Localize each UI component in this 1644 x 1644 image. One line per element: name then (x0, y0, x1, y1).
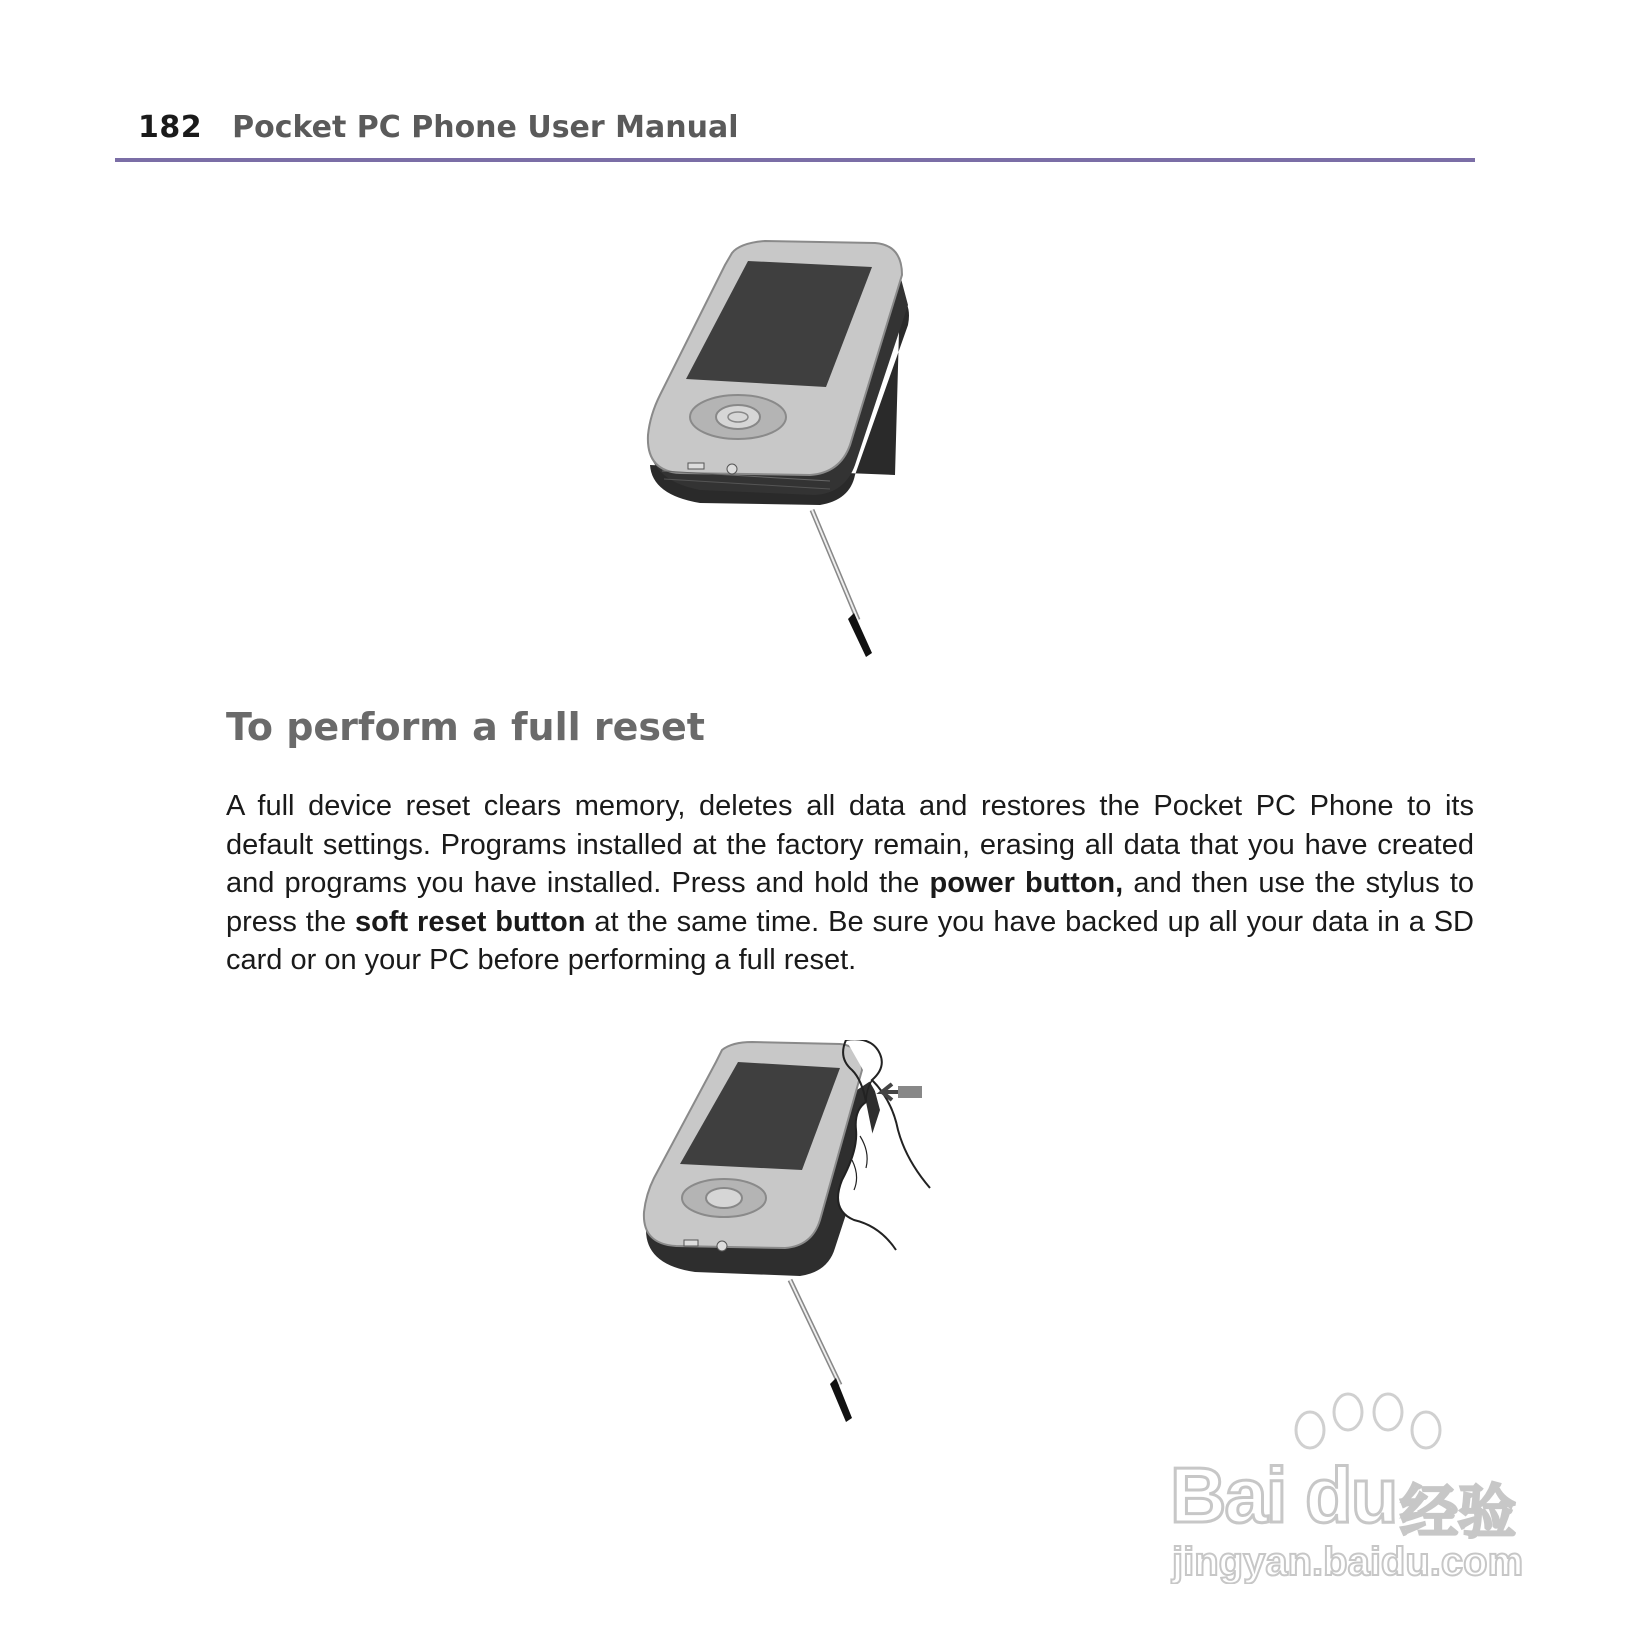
page-number: 182 (138, 110, 203, 145)
stylus-tip (830, 1378, 852, 1422)
manual-title: Pocket PC Phone User Manual (232, 110, 739, 145)
watermark-url: jingyan.baidu.com (1172, 1540, 1524, 1584)
section-body (226, 787, 1474, 980)
body-text-3: at the same time. Be sure you have backed up all your data in a SD card or on your PC before performing a full reset. (226, 905, 1474, 976)
baidu-jingyan-watermark (1160, 1390, 1560, 1590)
body-text-2: and then use the stylus to press the (226, 867, 1475, 938)
power-button-term: power button, (929, 867, 1124, 899)
section-title: To perform a full reset (226, 705, 705, 749)
device-full-reset-illustration (640, 1040, 1020, 1440)
device-soft-reset-illustration (640, 235, 960, 685)
watermark-logo: Bai du (1170, 1451, 1397, 1539)
stylus-tip (848, 613, 872, 657)
body-text-1: A full device reset clears memory, deletes all data and restores the Pocket PC Phone to its default settings. Programs installed at the factory remain, erasing all data that you have created and programs you have installed. Press and hold the (226, 790, 1474, 899)
page-header (115, 110, 1475, 162)
watermark-cn: 经验 (1400, 1478, 1517, 1546)
soft-reset-button-term: soft reset button (355, 905, 586, 938)
